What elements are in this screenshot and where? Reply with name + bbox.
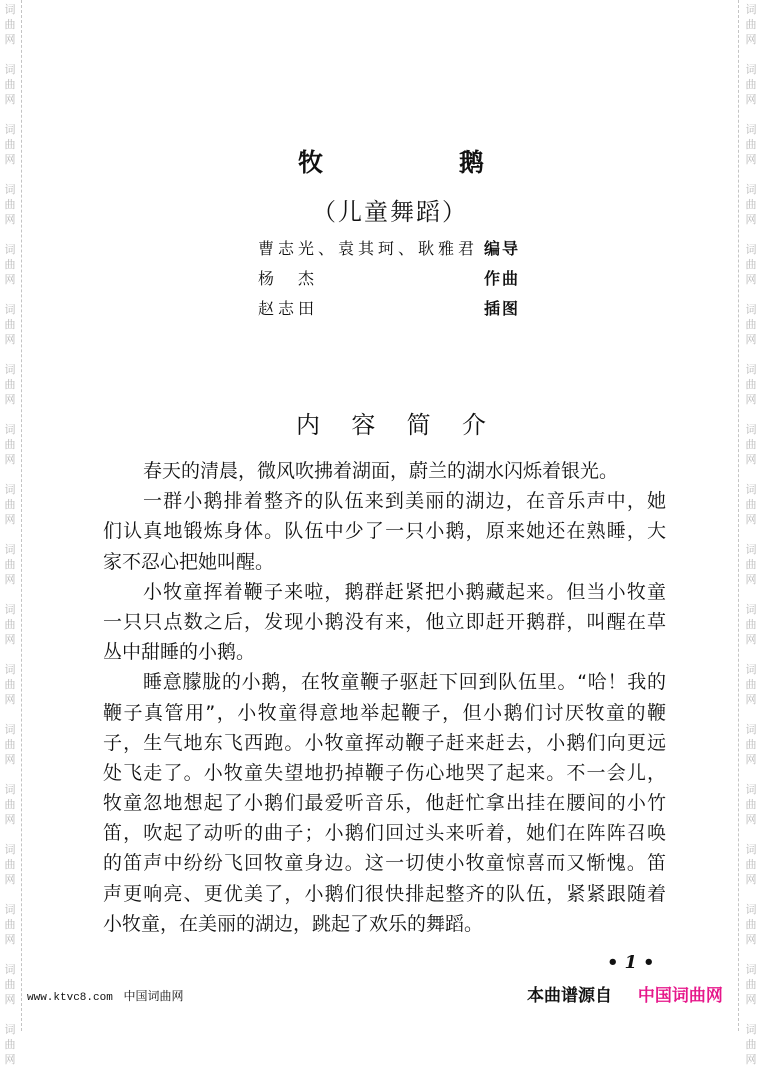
credit-row: [258, 236, 520, 266]
watermark-char: 网: [745, 573, 757, 586]
watermark-char: 网: [745, 93, 757, 106]
source-prefix: 本曲谱源自: [527, 986, 612, 1006]
credits-block: [258, 236, 520, 326]
watermark-char: 网: [745, 153, 757, 166]
watermark-char: 词: [745, 363, 757, 376]
footer-watermark: [27, 987, 183, 1004]
watermark-char: 词: [745, 603, 757, 616]
watermark-strip-left: [2, 0, 20, 1066]
margin-dashed-line-right: [738, 0, 739, 1031]
watermark-char: 网: [4, 273, 16, 286]
watermark-char: 网: [4, 873, 16, 886]
watermark-char: 词: [4, 3, 16, 16]
watermark-char: 曲: [745, 798, 757, 811]
watermark-char: 词: [4, 363, 16, 376]
credit-role: 插图: [483, 299, 520, 318]
watermark-char: 曲: [745, 738, 757, 751]
page-title: [298, 143, 484, 177]
watermark-char: 词: [4, 303, 16, 316]
watermark-char: 词: [4, 723, 16, 736]
body-line: [103, 760, 666, 790]
body-line-text: 鞭子真管用”，小牧童得意地举起鞭子，但小鹅们讨厌牧童的鞭: [103, 701, 666, 724]
watermark-char: 网: [745, 993, 757, 1006]
watermark-char: 曲: [4, 318, 16, 331]
watermark-char: 词: [745, 723, 757, 736]
body-line-text: 们认真地锻炼身体。队伍中少了一只小鹅，原来她还在熟睡，大: [103, 520, 666, 543]
watermark-char: 网: [4, 573, 16, 586]
section-heading: [296, 405, 486, 440]
watermark-char: 网: [745, 513, 757, 526]
watermark-char: 词: [4, 843, 16, 856]
body-line-text: 的笛声中纷纷飞回牧童身边。这一切使小牧童惊喜而又惭愧。笛: [103, 852, 666, 875]
watermark-char: 曲: [4, 498, 16, 511]
credit-row: [258, 266, 520, 296]
body-line-text: 处飞走了。小牧童失望地扔掉鞭子伤心地哭了起来。不一会儿，: [103, 761, 666, 784]
watermark-char: 网: [745, 1053, 757, 1066]
watermark-char: 词: [745, 3, 757, 16]
body-line: [103, 579, 666, 609]
credit-role: 作曲: [483, 269, 520, 288]
body-line: [103, 850, 666, 880]
watermark-char: 网: [4, 993, 16, 1006]
watermark-char: 网: [745, 273, 757, 286]
watermark-char: 网: [745, 813, 757, 826]
watermark-char: 网: [745, 213, 757, 226]
footer-site-name: 中国词曲网: [123, 989, 184, 1003]
watermark-char: 词: [745, 843, 757, 856]
watermark-char: 词: [4, 963, 16, 976]
watermark-char: 网: [745, 633, 757, 646]
watermark-char: 网: [4, 633, 16, 646]
watermark-char: 词: [4, 783, 16, 796]
watermark-char: 曲: [745, 198, 757, 211]
watermark-char: 网: [745, 693, 757, 706]
body-line-text: 小牧童挥着鞭子来啦，鹅群赶紧把小鹅藏起来。但当小牧童: [143, 580, 666, 603]
watermark-char: 曲: [745, 558, 757, 571]
watermark-char: 词: [745, 963, 757, 976]
footer-url-link[interactable]: www.ktvc8.com: [27, 992, 113, 1004]
watermark-char: 曲: [745, 618, 757, 631]
body-line: [103, 458, 666, 488]
body-line: [103, 820, 666, 850]
watermark-strip-right: [743, 0, 760, 1066]
watermark-char: 词: [745, 483, 757, 496]
watermark-char: 网: [4, 333, 16, 346]
watermark-char: 词: [745, 783, 757, 796]
credit-row: [258, 296, 520, 326]
watermark-char: 词: [4, 1023, 16, 1036]
watermark-char: 曲: [4, 678, 16, 691]
margin-dashed-line-left: [21, 0, 22, 1031]
watermark-char: 曲: [745, 858, 757, 871]
body-line: [103, 911, 666, 941]
body-line-text: 春天的清晨，微风吹拂着湖面，蔚兰的湖水闪烁着银光。: [143, 460, 619, 482]
watermark-char: 网: [4, 813, 16, 826]
heading-char: 内: [296, 411, 320, 439]
watermark-char: 曲: [4, 738, 16, 751]
watermark-char: 网: [4, 33, 16, 46]
heading-char: 容: [351, 411, 376, 439]
watermark-char: 曲: [745, 258, 757, 271]
watermark-char: 曲: [745, 978, 757, 991]
watermark-char: 词: [745, 423, 757, 436]
watermark-char: 词: [745, 123, 757, 136]
body-line-text: 家不忍心把她叫醒。: [103, 550, 275, 573]
body-line-text: 睡意朦胧的小鹅，在牧童鞭子驱赶下回到队伍里。“哈！我的: [143, 671, 666, 694]
watermark-char: 曲: [745, 438, 757, 451]
watermark-char: 网: [4, 393, 16, 406]
watermark-char: 曲: [4, 918, 16, 931]
watermark-char: 曲: [4, 618, 16, 631]
watermark-char: 曲: [4, 978, 16, 991]
watermark-char: 网: [745, 453, 757, 466]
watermark-char: 网: [745, 333, 757, 346]
credit-names: 曹志光、袁其珂、耿雅君: [258, 239, 479, 258]
body-line-text: 笛，吹起了动听的曲子；小鹅们回过头来听着，她们在阵阵召唤: [103, 822, 666, 845]
source-brand-link[interactable]: 中国词曲网: [637, 986, 723, 1006]
watermark-char: 词: [745, 303, 757, 316]
watermark-char: 网: [4, 1053, 16, 1066]
watermark-char: 词: [4, 663, 16, 676]
heading-char: 简: [406, 411, 431, 439]
body-line: [103, 518, 666, 548]
watermark-char: 曲: [745, 1038, 757, 1051]
synopsis-body: [103, 458, 666, 941]
watermark-char: 词: [4, 63, 16, 76]
watermark-char: 曲: [745, 18, 757, 31]
body-line: [103, 700, 666, 730]
watermark-char: 词: [745, 183, 757, 196]
watermark-char: 词: [4, 423, 16, 436]
body-line-text: 声更响亮、更优美了，小鹅们很快排起整齐的队伍，紧紧跟随着: [103, 882, 666, 905]
credit-names: 杨 杰: [258, 269, 319, 288]
watermark-char: 词: [4, 123, 16, 136]
body-line: [103, 609, 666, 639]
body-line-text: 小牧童，在美丽的湖边，跳起了欢乐的舞蹈。: [103, 912, 484, 935]
watermark-char: 词: [4, 903, 16, 916]
watermark-char: 网: [745, 753, 757, 766]
body-line: [103, 790, 666, 820]
watermark-char: 网: [4, 753, 16, 766]
watermark-char: 词: [4, 183, 16, 196]
watermark-char: 曲: [4, 558, 16, 571]
watermark-char: 网: [4, 693, 16, 706]
watermark-char: 网: [4, 93, 16, 106]
watermark-char: 网: [4, 513, 16, 526]
watermark-char: 词: [745, 243, 757, 256]
heading-char: 介: [461, 411, 486, 439]
credit-role: 编导: [483, 239, 520, 258]
watermark-char: 词: [745, 543, 757, 556]
watermark-char: 曲: [4, 78, 16, 91]
watermark-char: 曲: [745, 918, 757, 931]
watermark-char: 曲: [745, 678, 757, 691]
watermark-char: 词: [745, 903, 757, 916]
watermark-char: 词: [4, 603, 16, 616]
source-note: [527, 981, 723, 1006]
watermark-char: 词: [4, 483, 16, 496]
watermark-char: 词: [745, 1023, 757, 1036]
watermark-char: 曲: [745, 318, 757, 331]
watermark-char: 曲: [745, 378, 757, 391]
watermark-char: 网: [4, 213, 16, 226]
watermark-char: 曲: [4, 18, 16, 31]
watermark-char: 词: [4, 543, 16, 556]
page-subtitle: （儿童舞蹈）: [312, 198, 468, 226]
watermark-char: 网: [4, 153, 16, 166]
watermark-char: 曲: [4, 138, 16, 151]
credit-names: 赵志田: [258, 299, 319, 318]
watermark-char: 网: [745, 33, 757, 46]
watermark-char: 网: [4, 453, 16, 466]
body-line-text: 子，生气地东飞西跑。小牧童挥动鞭子赶来赶去，小鹅们向更远: [103, 731, 666, 754]
body-line: [103, 549, 666, 579]
watermark-char: 网: [745, 393, 757, 406]
title-char: 鹅: [458, 148, 484, 177]
watermark-char: 网: [4, 933, 16, 946]
body-line-text: 丛中甜睡的小鹅。: [103, 641, 256, 664]
watermark-char: 网: [745, 933, 757, 946]
title-char: 牧: [298, 148, 324, 177]
watermark-char: 曲: [4, 378, 16, 391]
body-line: [103, 639, 666, 669]
watermark-char: 曲: [4, 198, 16, 211]
watermark-char: 曲: [4, 1038, 16, 1051]
watermark-char: 曲: [745, 138, 757, 151]
watermark-char: 曲: [4, 798, 16, 811]
watermark-char: 曲: [4, 858, 16, 871]
watermark-char: 曲: [4, 258, 16, 271]
body-line-text: 牧童忽地想起了小鹅们最爱听音乐，他赶忙拿出挂在腰间的小竹: [103, 792, 666, 815]
watermark-char: 网: [745, 873, 757, 886]
watermark-char: 曲: [745, 78, 757, 91]
watermark-char: 曲: [4, 438, 16, 451]
watermark-char: 词: [745, 63, 757, 76]
page-number: •1•: [607, 952, 661, 973]
body-line: [103, 669, 666, 699]
watermark-char: 词: [4, 243, 16, 256]
watermark-char: 曲: [745, 498, 757, 511]
body-line: [103, 881, 666, 911]
body-line: [103, 488, 666, 518]
body-line-text: 一只只点数之后，发现小鹅没有来，他立即赶开鹅群，叫醒在草: [103, 610, 666, 633]
body-line-text: 一群小鹅排着整齐的队伍来到美丽的湖边，在音乐声中，她: [143, 490, 666, 513]
watermark-char: 词: [745, 663, 757, 676]
body-line: [103, 730, 666, 760]
